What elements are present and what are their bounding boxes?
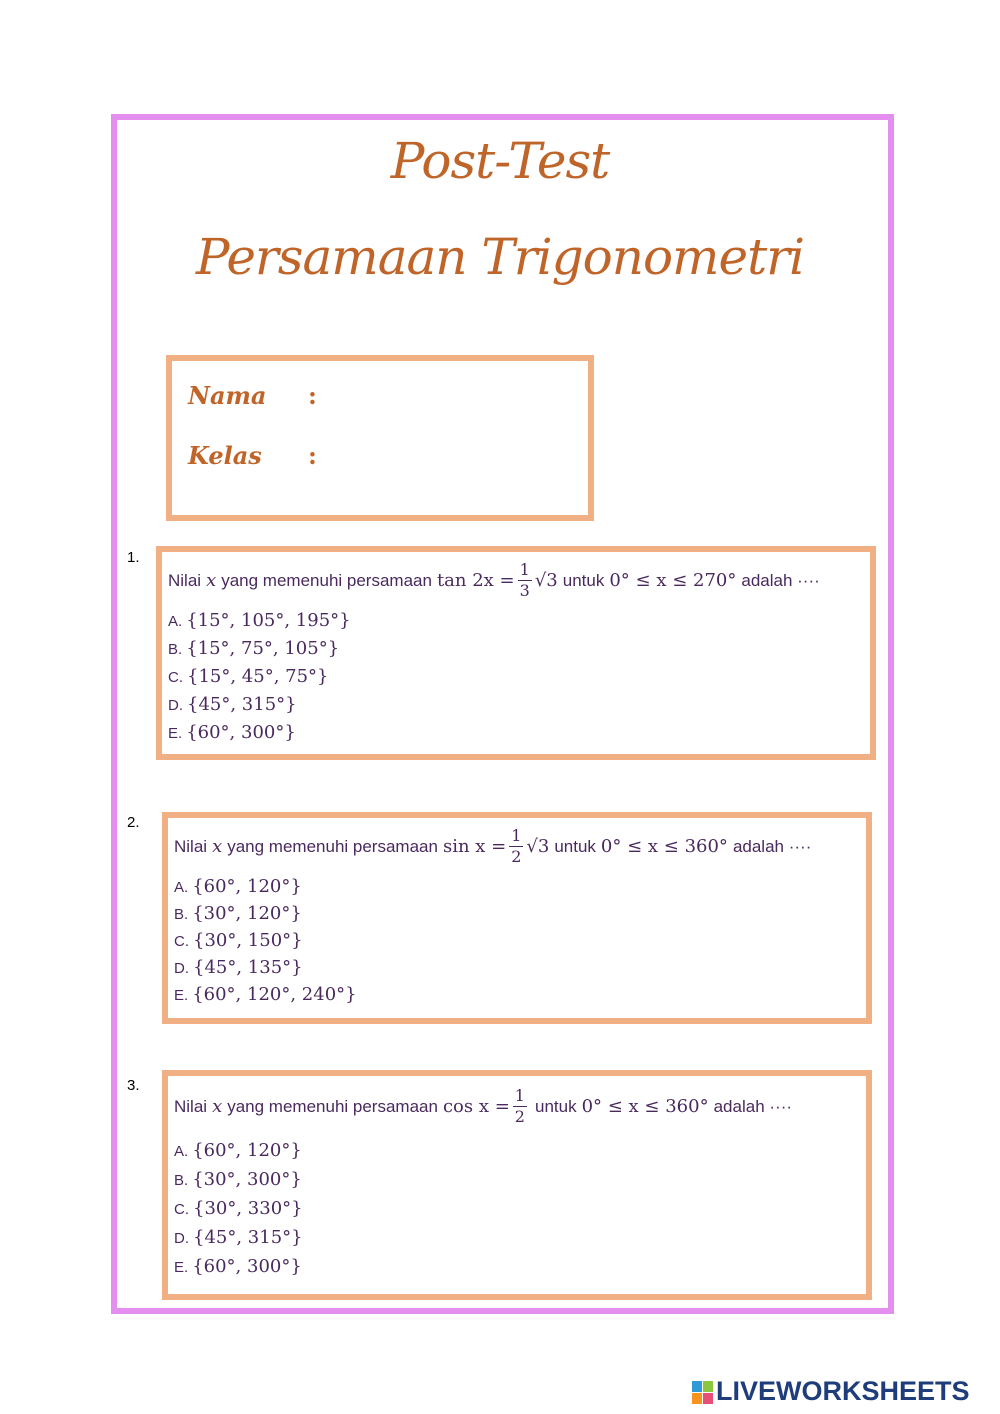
question-1-number: 1. [127, 549, 140, 566]
class-label: Kelas [188, 441, 262, 470]
question-1-option-d[interactable]: D. {45°, 315°} [168, 694, 297, 715]
question-1-box [156, 546, 876, 760]
liveworksheets-logo[interactable] [692, 1376, 970, 1407]
question-1-fraction: $\frac{1}{3}$ [519, 560, 530, 600]
question-1-option-e[interactable]: E. {60°, 300°} [168, 722, 296, 743]
question-2-number: 2. [127, 814, 140, 831]
question-2-option-e[interactable]: E. {60°, 120°, 240°} [174, 984, 357, 1005]
liveworksheets-brand: LIVEWORKSHEETS [716, 1376, 970, 1406]
question-3-option-d[interactable]: D. {45°, 315°} [174, 1227, 303, 1248]
question-1-option-c[interactable]: C. {15°, 45°, 75°} [168, 666, 329, 687]
question-2-fraction: $\frac{1}{2}$ [511, 826, 522, 866]
name-row [188, 381, 317, 410]
question-2-text: Nilai x yang memenuhi persamaan sin x = $\frac{1}{2}$ √3 untuk 0° ≤ x ≤ 360° adalah ···· [174, 826, 812, 866]
question-3-option-b[interactable]: B. {30°, 300°} [174, 1169, 302, 1190]
question-3-box [162, 1070, 872, 1300]
class-colon: : [308, 441, 317, 470]
question-2-option-d[interactable]: D. {45°, 135°} [174, 957, 303, 978]
question-3-fraction: $\frac{1}{2}$ [514, 1086, 525, 1126]
name-label: Nama [188, 381, 267, 410]
question-2-box [162, 812, 872, 1024]
question-2-option-a[interactable]: A. {60°, 120°} [174, 876, 302, 897]
question-1-option-a[interactable]: A. {15°, 105°, 195°} [168, 610, 351, 631]
question-3-option-e[interactable]: E. {60°, 300°} [174, 1256, 302, 1277]
question-3-number: 3. [127, 1077, 140, 1094]
question-3-option-a[interactable]: A. {60°, 120°} [174, 1140, 302, 1161]
question-1-option-b[interactable]: B. {15°, 75°, 105°} [168, 638, 340, 659]
question-1-text: Nilai x yang memenuhi persamaan tan 2x = $\frac{1}{3}$ √3 untuk 0° ≤ x ≤ 270° adalah ···· [168, 560, 820, 600]
name-colon: : [308, 381, 317, 410]
question-3-text: Nilai x yang memenuhi persamaan cos x = $\frac{1}{2}$ untuk 0° ≤ x ≤ 360° adalah ···· [174, 1086, 793, 1126]
page-title: Post-Test [390, 132, 610, 190]
identity-box [166, 355, 594, 521]
question-2-option-b[interactable]: B. {30°, 120°} [174, 903, 302, 924]
liveworksheets-logo-icon [692, 1381, 712, 1403]
question-3-option-c[interactable]: C. {30°, 330°} [174, 1198, 303, 1219]
class-row [188, 441, 317, 470]
page-subtitle: Persamaan Trigonometri [195, 228, 805, 286]
question-2-option-c[interactable]: C. {30°, 150°} [174, 930, 303, 951]
